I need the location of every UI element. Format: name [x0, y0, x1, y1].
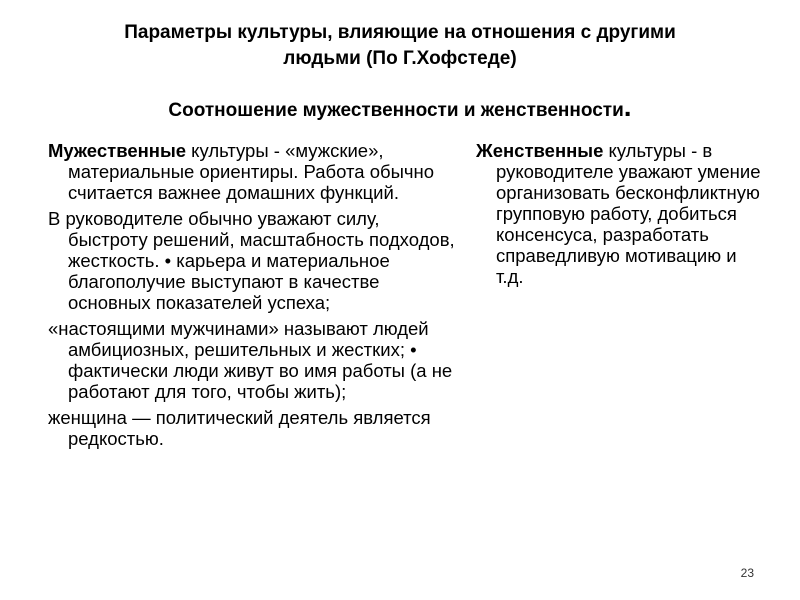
title-line-2: людьми (По Г.Хофстеде)	[283, 48, 517, 69]
left-paragraph-4: женщина — политический деятель является редкостью.	[48, 407, 431, 449]
left-column-masculine	[48, 140, 460, 454]
left-paragraph-1-text: культуры - «мужские», материальные ориентиры. Работа обычно считается важнее домашних функций.	[68, 140, 435, 203]
left-paragraph-3: «настоящими мужчинами» называют людей амбициозных, решительных и жестких; • фактически люди живут во имя работы (а не работают для того, чтобы жить);	[48, 318, 453, 402]
left-paragraph-1	[48, 140, 460, 203]
subtitle-text: Соотношение мужественности и женственности	[168, 100, 624, 121]
subtitle-dot: .	[623, 91, 632, 122]
right-paragraph-1	[476, 140, 766, 287]
masculine-term: Мужественные	[48, 140, 187, 161]
title-line-1: Параметры культуры, влияющие на отношения с другими	[124, 22, 676, 43]
slide-subtitle	[40, 91, 760, 124]
right-column-feminine	[476, 140, 766, 292]
right-paragraph-1-text: культуры - в руководителе уважают умение организовать бесконфликтную групповую работу, добиться консенсуса, разработать справедливую мотивацию и т.д.	[496, 140, 761, 287]
feminine-term: Женственные	[476, 140, 604, 161]
slide-title	[40, 20, 760, 72]
page-number: 23	[740, 566, 754, 580]
left-paragraph-2: В руководителе обычно уважают силу, быстроту решений, масштабность подходов, жесткость. • карьера и материальное благополучие выступают в качестве основных показателей успеха;	[48, 208, 455, 313]
